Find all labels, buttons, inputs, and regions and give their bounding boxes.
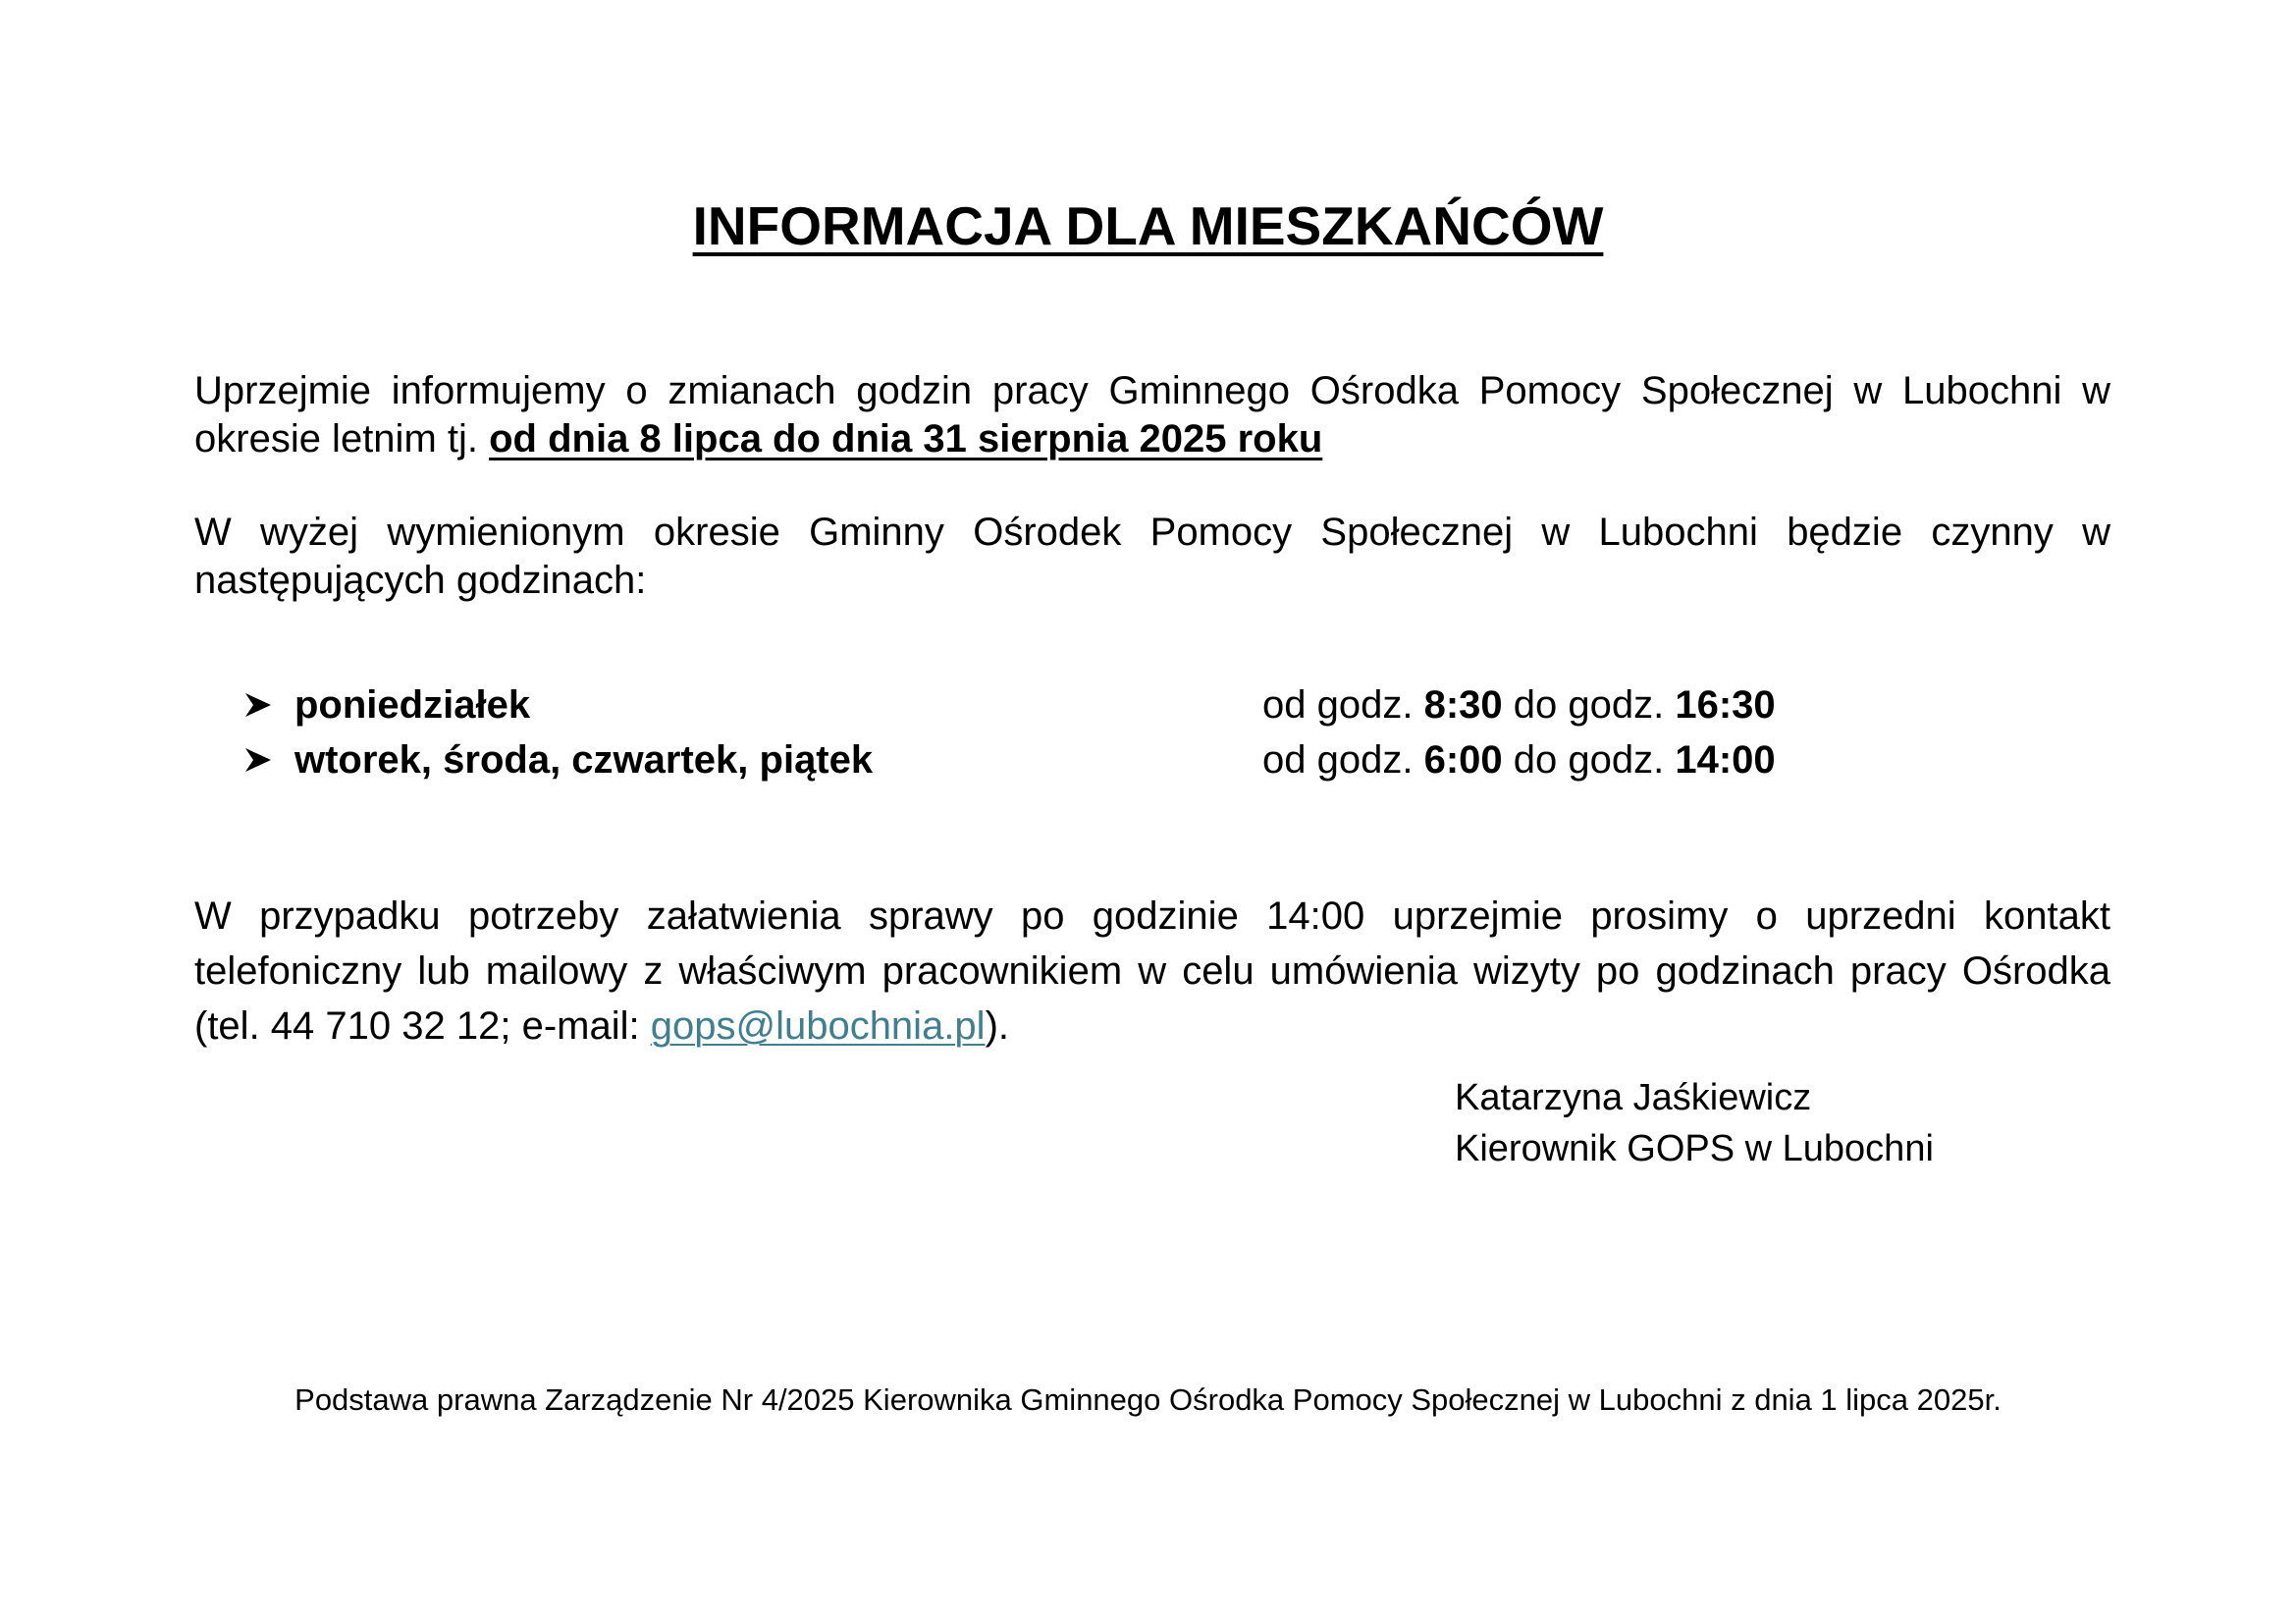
intro-text: Uprzejmie informujemy o zmianach godzin pracy Gminnego Ośrodka Pomocy Społecznej w Lubochni w okresie letnim tj. (194, 369, 2110, 460)
signatory-position: Kierownik GOPS w Lubochni (1455, 1128, 1934, 1169)
to-label: do godz. (1502, 683, 1676, 727)
summer-period: od dnia 8 lipca do dnia 31 sierpnia 2025 roku (489, 417, 1323, 460)
signatory-name: Katarzyna Jaśkiewicz (1455, 1077, 1812, 1118)
arrowhead-bullet-icon (245, 677, 271, 732)
to-label: do godz. (1502, 738, 1676, 782)
from-label: od godz. (1262, 683, 1424, 727)
document-title-text: INFORMACJA DLA MIESZKAŃCÓW (692, 195, 1604, 256)
from-label: od godz. (1262, 738, 1424, 782)
email-link[interactable]: gops@lubochnia.pl (650, 1004, 986, 1048)
contact-paragraph (194, 889, 2110, 1054)
opening-time: 8:30 (1423, 683, 1503, 727)
schedule-days: wtorek, środa, czwartek, piątek (294, 738, 874, 782)
closing-time: 16:30 (1675, 683, 1776, 727)
schedule-hours (1262, 732, 1776, 787)
schedule-hours (1262, 677, 1776, 732)
arrowhead-bullet-icon (245, 732, 271, 787)
hours-intro-paragraph: W wyżej wymienionym okresie Gminny Ośrodek Pomocy Społecznej w Lubochni będzie czynny w następujących godzinach: (194, 511, 2110, 602)
schedule-row-monday (245, 677, 2110, 732)
contact-text: W przypadku potrzeby załatwienia sprawy po godzinie 14:00 uprzejmie prosimy o uprzedni kontakt telefoniczny lub mailowy z właściwym pracownikiem w celu umówienia wizyty po godzinach pracy Ośrodka (tel. 44 710 32 12; e-mail: (194, 894, 2110, 1048)
schedule-days: poniedziałek (294, 683, 531, 727)
closing-time: 14:00 (1675, 738, 1776, 782)
signature-block (1455, 1072, 1934, 1174)
intro-paragraph (194, 367, 2110, 463)
legal-basis-footer: Podstawa prawna Zarządzenie Nr 4/2025 Kierownika Gminnego Ośrodka Pomocy Społecznej w Lubochni z dnia 1 lipca 2025r. (294, 1382, 2002, 1417)
opening-time: 6:00 (1423, 738, 1503, 782)
contact-closing: ). (985, 1004, 1009, 1048)
schedule-row-tue-fri (245, 732, 2110, 787)
document-title (0, 194, 2296, 257)
